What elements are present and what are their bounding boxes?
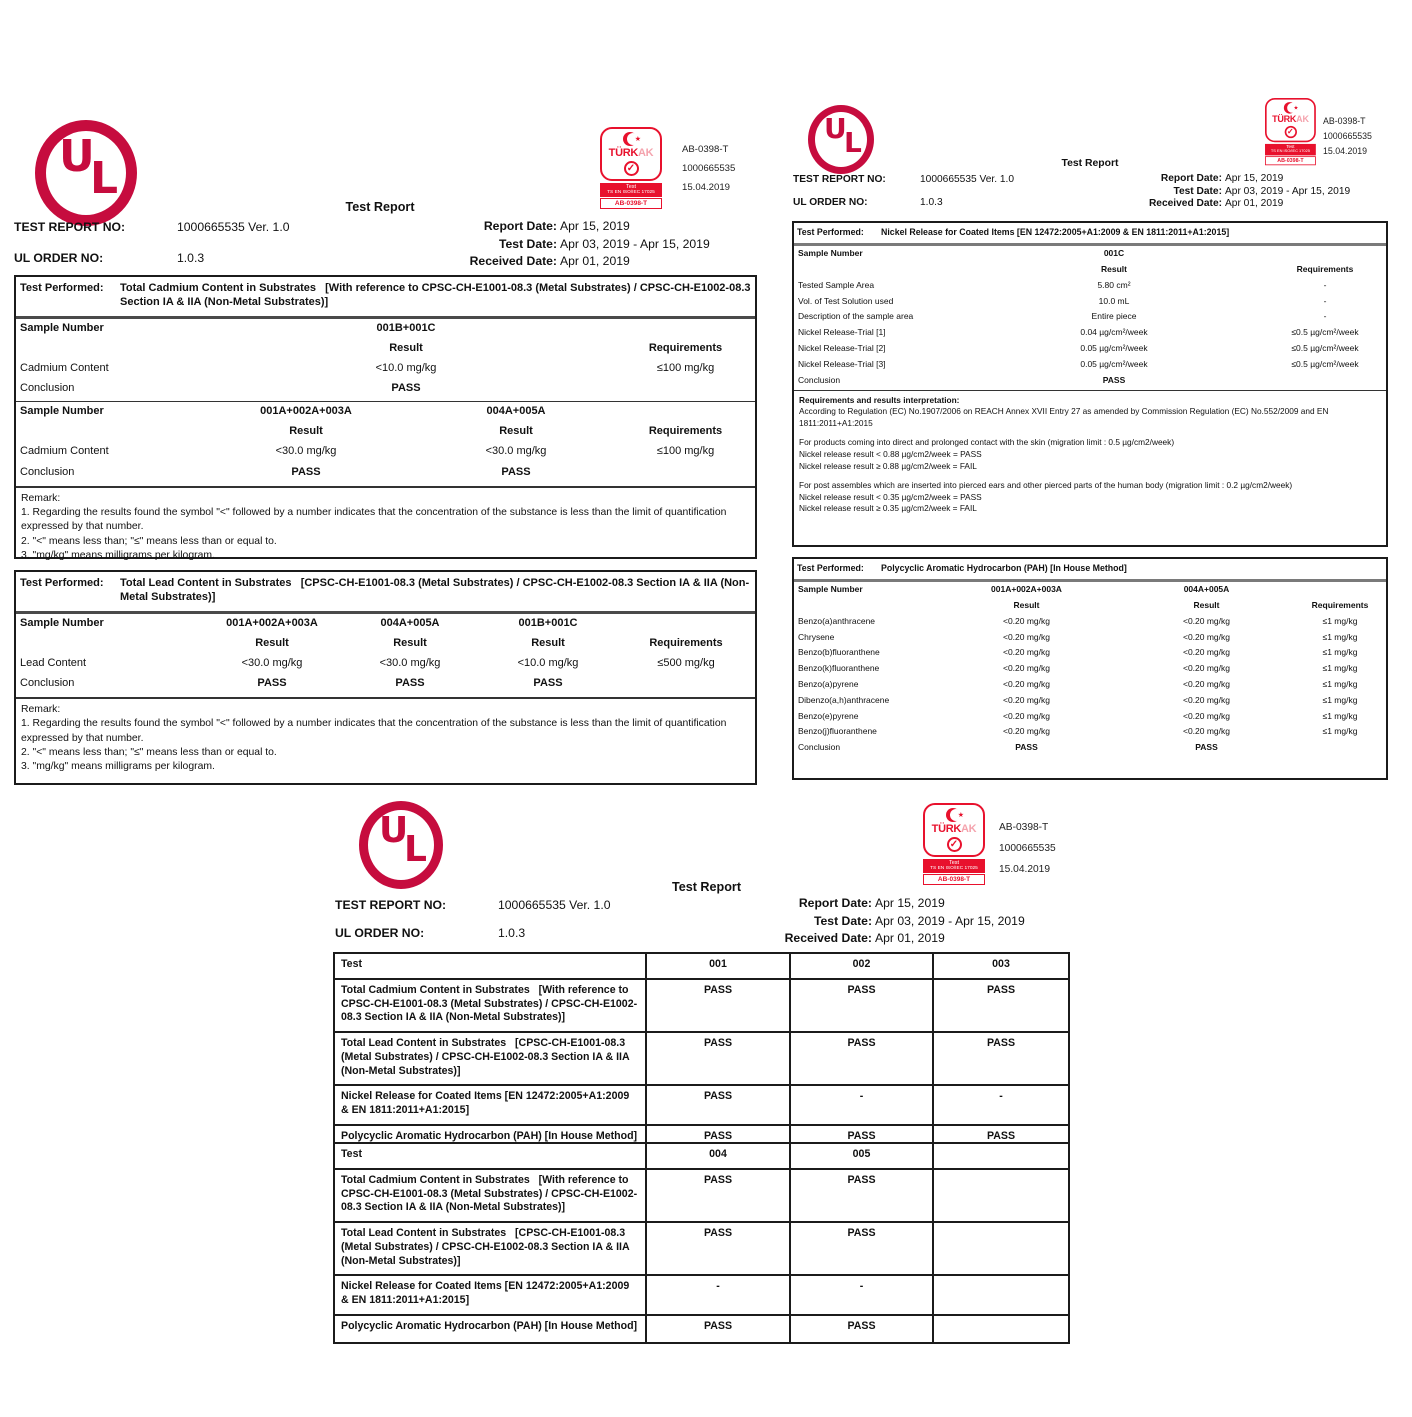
table-row: Result Result Requirements — [289, 425, 723, 438]
summary-table-2 — [333, 1142, 1070, 1344]
summary-row: Nickel Release for Coated Items [EN 12472:2005+A1:2009 & EN 1811:2011+A1:2015] PASS - - — [335, 1086, 1068, 1126]
ul-logo: U L — [359, 801, 443, 889]
test-name: Total Lead Content in Substrates [CPSC-CH-E1001-08.3 (Metal Substrates) / CPSC-CH-E1002-08.3 Section IA & IIA (Non-Metal Substrates)] — [120, 577, 750, 603]
table-row: Conclusion PASS PASS — [798, 742, 1218, 753]
nickel-table — [792, 221, 1388, 547]
test-performed-header: Test Performed: Total Lead Content in Substrates [CPSC-CH-E1001-08.3 (Metal Substrates) / CPSC-CH-E1002-08.3 Section IA & IIA (Non-Metal Substrates)] — [16, 572, 755, 614]
turkak-mark: ★ TÜRKAK ✓ Test TS EN ISO/IEC 17025 AB-0398-T — [923, 803, 985, 885]
test-performed-header: Test Performed: Nickel Release for Coated Items [EN 12472:2005+A1:2009 & EN 1811:2011+A1:2015] — [794, 223, 1386, 246]
checkmark-icon: ✓ — [947, 837, 962, 852]
summary-row: Total Lead Content in Substrates [CPSC-CH-E1001-08.3 (Metal Substrates) / CPSC-CH-E1002-08.3 Section IA & IIA (Non-Metal Substrates)] PASS PASS — [335, 1223, 1068, 1276]
test-name: Polycyclic Aromatic Hydrocarbon (PAH) [In House Method] — [881, 563, 1127, 573]
test-date-row: Test Date: Apr 03, 2019 - Apr 15, 2019 — [498, 236, 710, 251]
turkak-side-text: AB-0398-T 1000665535 15.04.2019 — [682, 144, 736, 193]
test-performed-label: Test Performed: — [20, 282, 104, 294]
pah-table — [792, 557, 1388, 780]
received-date-row: Received Date: Apr 01, 2019 — [469, 254, 630, 268]
table-row: Conclusion PASS — [16, 379, 755, 399]
checkmark-icon: ✓ — [624, 161, 639, 176]
table-row: Lead Content <30.0 mg/kg <30.0 mg/kg <10.0 mg/kg ≤500 mg/kg — [20, 656, 715, 669]
table-row: Result Result Result Requirements — [255, 636, 723, 649]
order-no-row: UL ORDER NO: 1.0.3 — [14, 251, 205, 265]
table-row: Sample Number 001C — [798, 248, 1125, 259]
summary-row: Total Cadmium Content in Substrates [With reference to CPSC-CH-E1001-08.3 (Metal Substrates) / CPSC-CH-E1002-08.3 Section IA & IIA (Non-Metal Substrates)] PASS PASS PASS — [335, 980, 1068, 1033]
turkak-mark — [600, 127, 662, 209]
table-row: Nickel Release-Trial [1] 0.04 µg/cm²/week ≤0.5 µg/cm²/week — [798, 327, 1359, 338]
order-no-row: UL ORDER NO: 1.0.3 — [335, 926, 526, 940]
table-row: Benzo(b)fluoranthene <0.20 mg/kg <0.20 mg/kg ≤1 mg/kg — [798, 647, 1358, 658]
conclusion-value: PASS — [391, 382, 421, 395]
dates-block: Report Date: Apr 15, 2019 Test Date: Apr 03, 2019 - Apr 15, 2019 Received Date: Apr 01, 2019 — [1148, 173, 1351, 209]
test-performed-header: Test Performed: Polycyclic Aromatic Hydrocarbon (PAH) [In House Method] — [794, 559, 1386, 582]
table-row: Vol. of Test Solution used 10.0 mL - — [798, 295, 1327, 306]
report-no-row: TEST REPORT NO: 1000665535 Ver. 1.0 — [335, 898, 611, 912]
turkak-box — [600, 127, 662, 181]
turkak-ab-code: AB-0398-T — [600, 198, 662, 209]
turkak-mark: ★ TÜRKAK ✓ Test TS EN ISO/IEC 17025 AB-0398-T — [1265, 98, 1316, 165]
table-row: Benzo(a)anthracene <0.20 mg/kg <0.20 mg/kg ≤1 mg/kg — [798, 615, 1358, 626]
page2-header — [790, 98, 1390, 221]
report-no-row: TEST REPORT NO: 1000665535 Ver. 1.0 — [14, 220, 290, 234]
table-row: Sample Number 001A+002A+003A 004A+005A — [798, 584, 1230, 595]
sample-id: 001B+001C — [376, 321, 436, 334]
crescent-star-icon: ★ — [946, 808, 962, 823]
table-row — [16, 319, 755, 339]
table-row: Description of the sample area Entire piece - — [798, 311, 1327, 322]
table-row: Result Requirements — [1101, 264, 1354, 275]
table-row: Benzo(e)pyrene <0.20 mg/kg <0.20 mg/kg ≤1 mg/kg — [798, 710, 1358, 721]
table-row: Result Result Requirements — [1013, 600, 1369, 611]
test-name: Total Cadmium Content in Substrates [With reference to CPSC-CH-E1001-08.3 (Metal Substrates) / CPSC-CH-E1002-08.3 Section IA & IIA (Non-Metal Substrates)] — [120, 282, 754, 308]
table-row: Sample Number 001A+002A+003A 004A+005A 001B+001C — [20, 616, 578, 629]
table-row: Nickel Release-Trial [3] 0.05 µg/cm²/week ≤0.5 µg/cm²/week — [798, 358, 1359, 369]
remark-block: Remark: 1. Regarding the results found the symbol "<" followed by a number indicates that the concentration of the substance is less than the limit of quantification expressed by that number. 2. "<" means less than; "≤" means less than or equal to. 3. "mg/kg" means milligrams per kilogram. — [16, 697, 755, 781]
table-row: Sample Number 001A+002A+003A 004A+005A — [20, 405, 546, 418]
interpretation-block: Requirements and results interpretation: According to Regulation (EC) No.1907/2006 on REACH Annex XVII Entry 27 as amended by Commission Regulation (EC) No.552/2009 and EN 1811:2011+A1:2015 For products coming into direct and prolonged contact with the skin (migration limit : 0.5 µg/cm2/week) Nickel release result < 0.88 µg/cm2/week = PASS Nickel release result ≥ 0.88 µg/cm2/week = FAIL For post assembles which are inserted into pierced ears and other pierced parts of the human body (migration limit : 0.2 µg/cm2/week) Nickel release result < 0.35 µg/cm2/week = PASS Nickel release result ≥ 0.35 µg/cm2/week = FAIL — [794, 390, 1386, 519]
dates-block: Report Date: Apr 15, 2019 Test Date: Apr 03, 2019 - Apr 15, 2019 Received Date: Apr 01, 2019 — [784, 896, 1025, 945]
table-row: Conclusion PASS — [794, 372, 1386, 388]
summary-row: Total Lead Content in Substrates [CPSC-CH-E1001-08.3 (Metal Substrates) / CPSC-CH-E1002-08.3 Section IA & IIA (Non-Metal Substrates)] PASS PASS PASS — [335, 1033, 1068, 1086]
summary-table-1 — [333, 952, 1070, 1154]
table-row: Conclusion PASS PASS — [20, 465, 531, 478]
table-row: Cadmium Content <10.0 mg/kg ≤100 mg/kg — [20, 361, 715, 374]
table-row: Result Requirements — [389, 341, 723, 354]
page-title: Test Report — [345, 200, 415, 214]
table-row: Conclusion PASS PASS PASS — [20, 677, 563, 690]
page-title: Test Report — [1061, 158, 1119, 169]
table-row: Dibenzo(a,h)anthracene <0.20 mg/kg <0.20 mg/kg ≤1 mg/kg — [798, 694, 1358, 705]
summary-row: Nickel Release for Coated Items [EN 12472:2005+A1:2009 & EN 1811:2011+A1:2015] - - — [335, 1276, 1068, 1316]
ul-logo: U L — [808, 105, 874, 174]
table-row: Tested Sample Area 5.80 cm² - — [798, 279, 1327, 290]
table-row: Benzo(j)fluoranthene <0.20 mg/kg <0.20 mg/kg ≤1 mg/kg — [798, 726, 1358, 737]
turkak-band: Test TS EN ISO/IEC 17025 — [600, 183, 662, 197]
remark-block: Remark: 1. Regarding the results found the symbol "<" followed by a number indicates that the concentration of the substance is less than the limit of quantification expressed by that number. 2. "<" means less than; "≤" means less than or equal to. 3. "mg/kg" means milligrams per kilogram. — [16, 486, 755, 570]
sample-number-label: Sample Number — [20, 321, 104, 334]
test-name: Nickel Release for Coated Items [EN 12472:2005+A1:2009 & EN 1811:2011+A1:2015] — [881, 227, 1230, 237]
table-row: Nickel Release-Trial [2] 0.05 µg/cm²/week ≤0.5 µg/cm²/week — [798, 343, 1359, 354]
report-no-row: TEST REPORT NO: 1000665535 Ver. 1.0 — [793, 174, 1015, 185]
turkak-wordmark: TÜRKAK — [608, 147, 654, 159]
summary-header-row: Test 004 005 — [335, 1144, 1068, 1170]
report-date-row: Report Date: Apr 15, 2019 — [483, 219, 630, 233]
checkmark-icon: ✓ — [1284, 126, 1296, 138]
table-row: Benzo(k)fluoranthene <0.20 mg/kg <0.20 mg/kg ≤1 mg/kg — [798, 663, 1358, 674]
summary-row: Polycyclic Aromatic Hydrocarbon (PAH) [In House Method] PASS PASS PASS — [335, 1126, 1068, 1152]
ul-logo-letter-u: U — [59, 131, 95, 182]
crescent-star-icon: ★ — [623, 132, 639, 147]
cadmium-table — [14, 275, 757, 559]
summary-row: Total Cadmium Content in Substrates [With reference to CPSC-CH-E1001-08.3 (Metal Substrates) / CPSC-CH-E1002-08.3 Section IA & IIA (Non-Metal Substrates)] PASS PASS — [335, 1170, 1068, 1223]
table-row: Benzo(a)pyrene <0.20 mg/kg <0.20 mg/kg ≤1 mg/kg — [798, 679, 1358, 690]
page3-header — [333, 795, 1080, 955]
crescent-star-icon: ★ — [1284, 102, 1297, 114]
turkak-side-text: AB-0398-T 1000665535 15.04.2019 — [999, 822, 1056, 875]
test-performed-header — [16, 277, 755, 319]
page1-header — [0, 100, 760, 285]
lead-table — [14, 570, 757, 785]
turkak-side-text: AB-0398-T 1000665535 15.04.2019 — [1323, 116, 1372, 156]
summary-header-row: Test 001 002 003 — [335, 954, 1068, 980]
summary-row: Polycyclic Aromatic Hydrocarbon (PAH) [In House Method] PASS PASS — [335, 1316, 1068, 1342]
table-row: Cadmium Content <30.0 mg/kg <30.0 mg/kg ≤100 mg/kg — [20, 445, 715, 458]
page-title: Test Report — [671, 880, 742, 894]
conclusion-value: PASS — [1102, 374, 1126, 385]
order-no-row: UL ORDER NO: 1.0.3 — [793, 197, 943, 208]
ul-logo-letter-l: L — [90, 153, 119, 204]
table-row: Chrysene <0.20 mg/kg <0.20 mg/kg ≤1 mg/kg — [798, 631, 1358, 642]
dates-block — [210, 219, 760, 272]
